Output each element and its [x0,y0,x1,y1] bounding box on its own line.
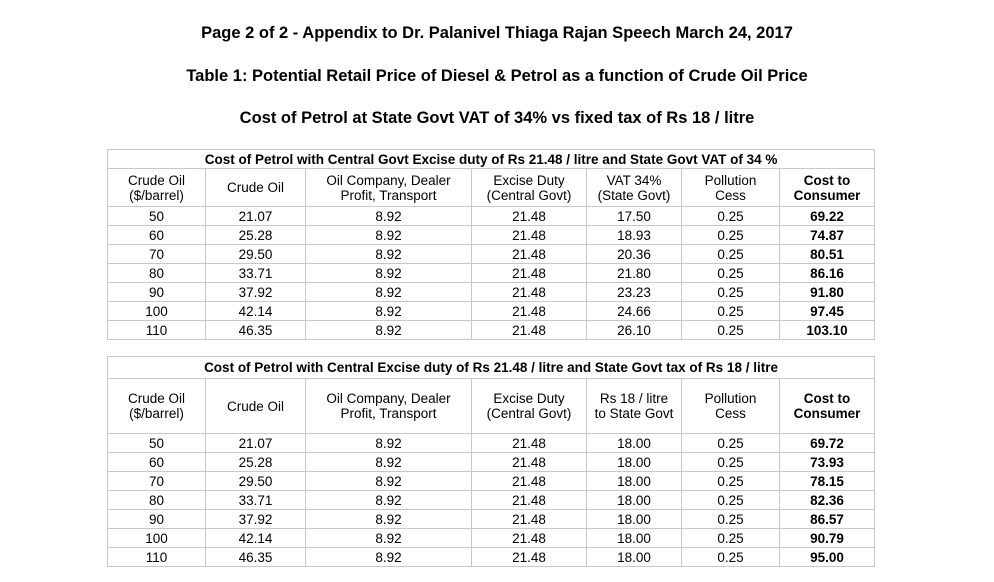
column-header [108,379,206,434]
table-cell: 18.00 [587,472,682,491]
table-cell: 0.25 [682,453,780,472]
table-cell: 0.25 [682,226,780,245]
table-cell: 0.25 [682,529,780,548]
table-cell: 25.28 [206,453,306,472]
table-cell: 21.48 [472,283,587,302]
table-cell: 46.35 [206,548,306,567]
column-header-line: Oil Company, Dealer [326,391,451,406]
table-cell: 70 [108,472,206,491]
cost-to-consumer-cell: 90.79 [780,529,875,548]
column-header-line: (Central Govt) [486,406,572,421]
table-cell: 33.71 [206,264,306,283]
column-header-line: Cess [715,406,746,421]
cost-to-consumer-cell: 91.80 [780,283,875,302]
column-header-line: Pollution [704,172,757,188]
table-cell: 100 [108,302,206,321]
column-header-line: (Central Govt) [486,187,572,203]
table-cell: 50 [108,434,206,453]
table-cell: 18.00 [587,453,682,472]
table-cell: 21.48 [472,510,587,529]
table-cell: 80 [108,491,206,510]
cost-to-consumer-cell: 82.36 [780,491,875,510]
table-cell: 21.48 [472,491,587,510]
table-cell: 20.36 [587,245,682,264]
table-cell: 21.80 [587,264,682,283]
column-header [472,379,587,434]
table-cell: 8.92 [306,283,472,302]
table-row [108,529,875,548]
cost-to-consumer-cell: 97.45 [780,302,875,321]
table-cell: 21.48 [472,226,587,245]
table-cell: 21.48 [472,529,587,548]
column-header [682,169,780,207]
table-cell: 23.23 [587,283,682,302]
table-cell: 60 [108,226,206,245]
table-cell: 8.92 [306,529,472,548]
column-header [306,379,472,434]
cost-to-consumer-cell: 78.15 [780,472,875,491]
table-row [108,548,875,567]
table-row [108,321,875,340]
table-cell: 37.92 [206,283,306,302]
table-cell: 29.50 [206,245,306,264]
table-cell: 0.25 [682,434,780,453]
table-row [108,245,875,264]
column-header-line: to State Govt [594,406,674,421]
fixed-tax-table [107,356,875,567]
cost-to-consumer-cell: 73.93 [780,453,875,472]
column-header-line: Excise Duty [493,391,565,406]
table-cell: 100 [108,529,206,548]
column-header-line: ($/barrel) [129,187,184,203]
page-header: Page 2 of 2 - Appendix to Dr. Palanivel Thiaga Rajan Speech March 24, 2017 [201,24,793,42]
column-header-line: Cost to [803,172,851,188]
table-cell: 33.71 [206,491,306,510]
table-cell: 0.25 [682,472,780,491]
column-header-line: Cess [715,187,746,203]
column-header [780,379,875,434]
column-header-line: ($/barrel) [129,406,184,421]
section-subtitle: Cost of Petrol at State Govt VAT of 34% vs fixed tax of Rs 18 / litre [239,109,755,127]
column-header [306,169,472,207]
table-cell: 25.28 [206,226,306,245]
table-cell: 8.92 [306,226,472,245]
table-cell: 21.48 [472,302,587,321]
table-cell: 8.92 [306,453,472,472]
column-header [587,169,682,207]
table-row [108,226,875,245]
table-cell: 0.25 [682,491,780,510]
table-cell: 110 [108,548,206,567]
column-header-line: Profit, Transport [340,406,437,421]
cost-to-consumer-cell: 86.16 [780,264,875,283]
table-cell: 18.00 [587,510,682,529]
cost-to-consumer-cell: 95.00 [780,548,875,567]
column-header-line: Crude Oil [226,398,285,414]
table-cell: 8.92 [306,302,472,321]
cost-to-consumer-cell: 69.22 [780,207,875,226]
table-row [108,207,875,226]
column-header-line: Crude Oil [127,172,186,188]
table-cell: 21.07 [206,207,306,226]
column-header-line: Oil Company, Dealer [326,172,451,188]
table-cell: 21.48 [472,434,587,453]
table-cell: 18.00 [587,491,682,510]
column-header-line: Profit, Transport [340,187,437,203]
column-header-line: Rs 18 / litre [599,391,669,406]
table-cell: 8.92 [306,491,472,510]
table-cell: 0.25 [682,207,780,226]
table-cell: 21.07 [206,434,306,453]
column-header-line: VAT 34% [606,172,662,188]
column-header [472,169,587,207]
cost-to-consumer-cell: 86.57 [780,510,875,529]
table-cell: 37.92 [206,510,306,529]
table-row [108,302,875,321]
table-cell: 24.66 [587,302,682,321]
column-header-line: (State Govt) [597,187,671,203]
table-cell: 0.25 [682,264,780,283]
table-row [108,510,875,529]
table-cell: 21.48 [472,321,587,340]
table-cell: 21.48 [472,245,587,264]
column-header-line: Consumer [793,187,861,203]
column-header [206,379,306,434]
table-cell: 18.00 [587,434,682,453]
table-cell: 8.92 [306,510,472,529]
table-cell: 8.92 [306,321,472,340]
column-header [587,379,682,434]
table-cell: 0.25 [682,548,780,567]
table-cell: 21.48 [472,453,587,472]
table-cell: 17.50 [587,207,682,226]
table-cell: 90 [108,283,206,302]
table-cell: 8.92 [306,245,472,264]
table-cell: 42.14 [206,302,306,321]
table-cell: 110 [108,321,206,340]
table-cell: 21.48 [472,548,587,567]
column-header [780,169,875,207]
table-cell: 21.48 [472,472,587,491]
table-cell: 0.25 [682,321,780,340]
column-header-line: Pollution [704,391,757,406]
column-header-line: Crude Oil [226,180,285,195]
table-row [108,491,875,510]
table-cell: 60 [108,453,206,472]
table-cell: 0.25 [682,302,780,321]
table-cell: 0.25 [682,283,780,302]
table-cell: 18.93 [587,226,682,245]
table-cell: 21.48 [472,264,587,283]
table-cell: 70 [108,245,206,264]
table-cell: 8.92 [306,264,472,283]
table-cell: 18.00 [587,529,682,548]
column-header [108,169,206,207]
table-row [108,472,875,491]
table-caption: Cost of Petrol with Central Govt Excise duty of Rs 21.48 / litre and State Govt VAT of 34 % [108,150,875,169]
table-cell: 29.50 [206,472,306,491]
vat-34-percent-table [107,149,875,340]
cost-to-consumer-cell: 74.87 [780,226,875,245]
column-header-line: Excise Duty [493,172,565,188]
column-header [682,379,780,434]
column-header-line: Cost to [803,391,851,406]
table-cell: 0.25 [682,510,780,529]
table-cell: 80 [108,264,206,283]
column-header [206,169,306,207]
table-cell: 90 [108,510,206,529]
table-cell: 8.92 [306,434,472,453]
cost-to-consumer-cell: 80.51 [780,245,875,264]
column-header-line: Consumer [793,406,861,421]
table-cell: 8.92 [306,472,472,491]
table-row [108,283,875,302]
cost-to-consumer-cell: 69.72 [780,434,875,453]
table-row [108,453,875,472]
table-cell: 42.14 [206,529,306,548]
table-row [108,264,875,283]
table-cell: 8.92 [306,207,472,226]
table-cell: 46.35 [206,321,306,340]
table-row [108,434,875,453]
table-caption: Cost of Petrol with Central Excise duty of Rs 21.48 / litre and State Govt tax of Rs 18 / litre [108,357,875,379]
table-cell: 21.48 [472,207,587,226]
table-cell: 50 [108,207,206,226]
cost-to-consumer-cell: 103.10 [780,321,875,340]
table-cell: 26.10 [587,321,682,340]
table-cell: 0.25 [682,245,780,264]
table-cell: 8.92 [306,548,472,567]
table-title: Table 1: Potential Retail Price of Diesel & Petrol as a function of Crude Oil Price [186,67,808,85]
column-header-line: Crude Oil [127,391,186,406]
table-cell: 18.00 [587,548,682,567]
